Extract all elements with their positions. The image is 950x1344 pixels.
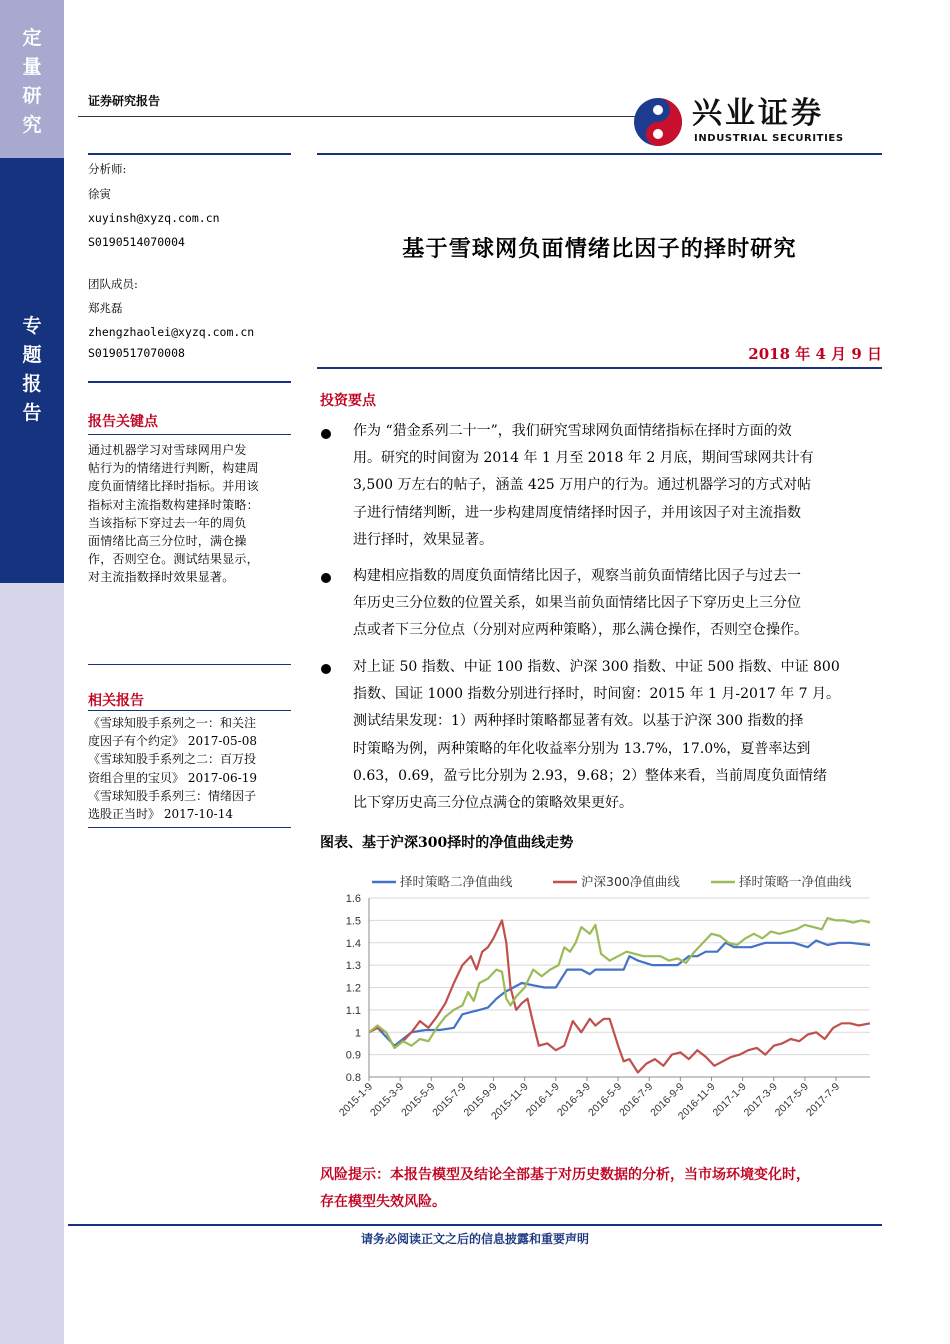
y-tick-label: 1.3 (345, 960, 361, 973)
analyst-cert: S0190514070004 (88, 235, 185, 249)
related-reports-list: 《雪球知股手系列之一：和关注 度因子有个约定》 2017-05-08 《雪球知股手系列之二：百万投 资组合里的宝贝》 2017-06-19 《雪球知股手系列三：情绪因子 选股正当时》 2017-10-14 (88, 714, 291, 823)
bullet-dot-icon (321, 664, 331, 674)
x-tick-label: 2017-3-9 (741, 1080, 780, 1119)
team-label: 团队成员: (88, 277, 138, 291)
related-rule (88, 710, 291, 711)
left-mid-rule (88, 381, 291, 383)
date-rule (317, 367, 882, 369)
sidebar-mid-label: 专 题 报 告 (22, 315, 42, 424)
key-points-rule (88, 434, 291, 435)
y-tick-label: 1.2 (345, 982, 361, 995)
x-tick-label: 2015-11-9 (489, 1080, 531, 1123)
legend-label: 择时策略一净值曲线 (739, 874, 852, 889)
x-tick-label: 2017-7-9 (803, 1080, 843, 1119)
report-title: 基于雪球网负面情绪比因子的择时研究 (402, 236, 797, 262)
x-tick-label: 2015-9-9 (461, 1080, 500, 1119)
legend-label: 沪深300净值曲线 (581, 874, 680, 889)
bullet-paragraph-3: 对上证 50 指数、中证 100 指数、沪深 300 指数、中证 500 指数、中证 800 指数、国证 1000 指数分别进行择时，时间窗：2015 年 1 月-2017 年 7 月。 测试结果发现：1）两种择时策略都显著有效。以基于沪深 300 指数的择 时策略为例，两种策略的年化收益率分别为 13.7%，17.0%，夏普率达到 0.63，0.69，盈亏比分别为 2.93，9.68；2）整体来看，当前周度负面情绪 比下穿历史高三分位点满仓的策略效果更好。 (353, 659, 841, 812)
x-tick-label: 2016-11-9 (675, 1080, 718, 1123)
related-report-item[interactable]: 《雪球知股手系列之一：和关注 (88, 716, 257, 730)
x-tick-label: 2017-5-9 (772, 1080, 812, 1119)
y-tick-label: 1 (354, 1027, 361, 1040)
legend-label: 择时策略二净值曲线 (400, 874, 513, 889)
x-tick-label: 2015-3-9 (368, 1080, 407, 1119)
x-tick-label: 2016-7-9 (617, 1080, 656, 1119)
x-tick-label: 2016-9-9 (648, 1080, 687, 1119)
logo-text-en: INDUSTRIAL SECURITIES (694, 133, 844, 144)
footer-disclaimer[interactable]: 请务必阅读正文之后的信息披露和重要声明 (360, 1232, 589, 1246)
sidebar-bottom-band (0, 583, 64, 1344)
bullet-dot-icon (321, 573, 331, 583)
y-tick-label: 1.6 (345, 893, 361, 905)
company-logo (632, 96, 882, 148)
sidebar-top-label: 定 量 研 究 (22, 27, 42, 136)
x-tick-label: 2015-5-9 (399, 1080, 438, 1119)
header-divider (78, 116, 638, 117)
x-tick-label: 2016-5-9 (586, 1080, 625, 1119)
sidebar-top-band (0, 0, 64, 158)
title-top-rule (317, 153, 882, 155)
analyst-email[interactable]: xuyinsh@xyzq.com.cn (88, 211, 220, 225)
y-tick-label: 0.9 (345, 1049, 361, 1062)
related-bottom-rule (88, 827, 291, 828)
bullet-dot-icon (321, 429, 331, 439)
footer-rule (68, 1224, 882, 1226)
analyst-name: 徐寅 (88, 187, 111, 201)
bullet-paragraph-2: 构建相应指数的周度负面情绪比因子，观察当前负面情绪比因子与过去一 年历史三分位数的位置关系，如果当前负面情绪比因子下穿历史上三分位 点或者下三分位点（分别对应两种策略），那么满仓操作，否则空仓操作。 (353, 568, 808, 639)
logo-text-cn: 兴业证券 (692, 96, 824, 131)
bullet-paragraph-1: 作为 “猎金系列二十一”，我们研究雪球网负面情绪指标在择时方面的效 用。研究的时间窗为 2014 年 1 月至 2018 年 2 月底，期间雪球网共计有 3,500 万左右的帖子，涵盖 425 万用户的行为。通过机器学习的方式对帖 子进行情绪判断，进一步构建周度情绪择时因子，并用该因子对主流指数 进行择时，效果显著。 (353, 423, 814, 548)
related-report-item[interactable]: 《雪球知股手系列之二：百万投 (88, 752, 257, 767)
y-tick-label: 0.8 (345, 1072, 361, 1084)
chart-svg (317, 864, 883, 1154)
analyst-label: 分析师: (88, 162, 127, 176)
team-cert: S0190517070008 (88, 346, 185, 360)
y-tick-label: 1.4 (345, 937, 361, 950)
x-tick-label: 2015-1-9 (336, 1080, 376, 1119)
x-tick-label: 2016-3-9 (554, 1080, 594, 1119)
team-email[interactable]: zhengzhaolei@xyzq.com.cn (88, 325, 255, 339)
nav-line-chart (317, 864, 883, 1154)
x-tick-label: 2016-1-9 (523, 1080, 562, 1119)
y-tick-label: 1.5 (345, 915, 361, 928)
related-reports-heading: 相关报告 (88, 693, 144, 709)
logo-mark-icon (632, 96, 684, 148)
related-report-item[interactable]: 《雪球知股手系列三：情绪因子 (88, 788, 257, 803)
left-top-rule (88, 153, 291, 155)
x-tick-label: 2017-1-9 (710, 1080, 749, 1119)
x-tick-label: 2015-7-9 (430, 1080, 469, 1119)
key-points-heading: 报告关键点 (88, 414, 158, 430)
sidebar-mid-band (0, 158, 64, 583)
risk-warning: 风险提示：本报告模型及结论全部基于对历史数据的分析，当市场环境变化时， 存在模型失效风险。 (320, 1167, 810, 1210)
key-points-text: 通过机器学习对雪球网用户发 帖行为的情绪进行判断，构建周 度负面情绪比择时指标。并用该 指标对主流指数构建择时策略： 当该指标下穿过去一年的周负 面情绪比高三分位时，满仓操 作，否则空仓。测试结果显示， 对主流指数择时效果显著。 (88, 443, 259, 585)
report-date: 2018 年 4 月 9 日 (748, 345, 882, 363)
y-tick-label: 1.1 (345, 1004, 361, 1017)
investment-summary-heading: 投资要点 (320, 393, 376, 409)
team-name: 郑兆磊 (88, 301, 123, 315)
figure-title: 图表、基于沪深300择时的净值曲线走势 (320, 835, 574, 851)
doc-type-label: 证券研究报告 (88, 94, 161, 108)
key-points-bottom-rule (88, 664, 291, 665)
